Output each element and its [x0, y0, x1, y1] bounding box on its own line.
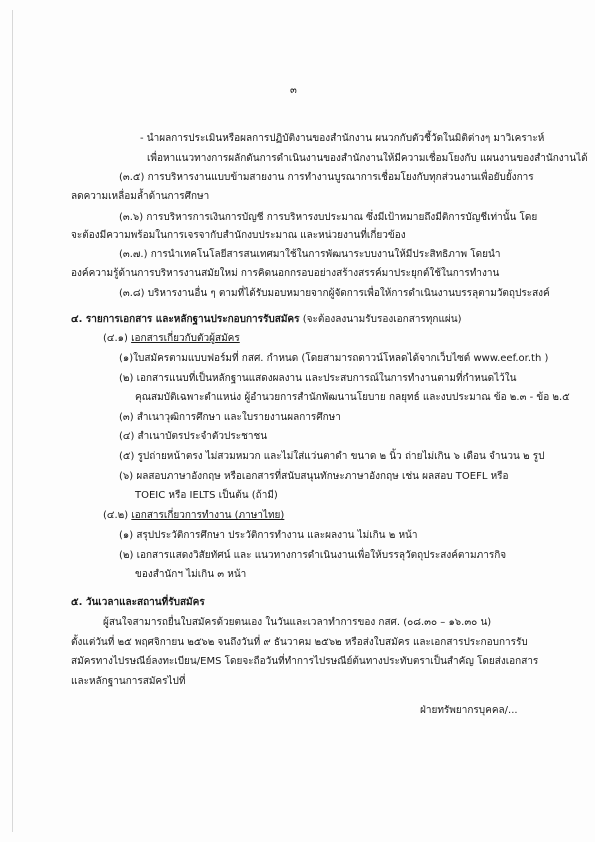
paragraph-line: และหลักฐานการสมัครไปที่: [71, 676, 186, 687]
list-item: (๓) สำเนาวุฒิการศึกษา และใบรายงานผลการศึกษา: [119, 412, 341, 423]
list-item: (๕) รูปถ่ายหน้าตรง ไม่สวมหมวก และไม่ใส่แว่นตาดำ ขนาด ๒ นิ้ว ถ่ายไม่เกิน ๖ เดือน จำนวน ๒ รูป: [119, 451, 545, 462]
section-4-line: [71, 314, 462, 326]
list-item: (๑) สรุปประวัติการศึกษา ประวัติการทำงาน และผลงาน ไม่เกิน ๒ หน้า: [119, 530, 418, 541]
list-item-continued: คุณสมบัติเฉพาะตำแหน่ง ผู้อำนวยการสำนักพัฒนานโยบาย กลยุทธ์ และงบประมาณ ข้อ ๒.๓ - ข้อ ๒.๕: [135, 392, 570, 403]
subsection-4-2: [103, 510, 284, 522]
list-item-continued: TOEIC หรือ IELTS เป็นต้น (ถ้ามี): [135, 490, 278, 501]
subsection-title: เอกสารเกี่ยวการทำงาน (ภาษาไทย): [131, 510, 285, 521]
section-4-heading: ๔. รายการเอกสาร และหลักฐานประกอบการรับสมัคร: [71, 314, 300, 325]
section-4-note: (จะต้องลงนามรับรองเอกสารทุกแผ่น): [302, 314, 462, 325]
list-item-continued: ของสำนักฯ ไม่เกิน ๓ หน้า: [135, 569, 247, 580]
continuation-note: ฝ่ายทรัพยากรบุคคล/...: [420, 705, 518, 716]
subsection-4-1: [103, 333, 240, 345]
text-line: (๓.๗.) การนำเทคโนโลยีสารสนเทศมาใช้ในการพัฒนาระบบงานให้มีประสิทธิภาพ โดยนำ: [119, 249, 501, 260]
subsection-title: เอกสารเกี่ยวกับตัวผู้สมัคร: [131, 333, 240, 344]
paragraph-line: ตั้งแต่วันที่ ๒๕ พฤศจิกายน ๒๕๖๒ จนถึงวันที่ ๙ ธันวาคม ๒๕๖๒ หรือส่งใบสมัคร และเอกสารประกอบการรับ: [71, 637, 528, 648]
subsection-number: (๔.๑): [103, 333, 128, 344]
text-line: ลดความเหลื่อมล้ำด้านการศึกษา: [71, 191, 210, 202]
list-item: (๑)ใบสมัครตามแบบฟอร์มที่ กสศ. กำหนด (โดยสามารถดาวน์โหลดได้จากเว็บไซต์ www.eef.or.th ): [119, 353, 549, 364]
text-line: เพื่อหาแนวทางการผลักดันการดำเนินงานของสำนักงานให้มีความเชื่อมโยงกับ แผนงานของสำนักงานได้: [147, 153, 588, 164]
list-item: (๔) สำเนาบัตรประจำตัวประชาชน: [119, 431, 268, 442]
page-number: ๓: [290, 85, 297, 96]
text-line: (๓.๘) บริหารงานอื่น ๆ ตามที่ได้รับมอบหมายจากผู้จัดการเพื่อให้การดำเนินงานบรรลุตามวัตถุประสงค์: [119, 288, 550, 299]
section-5-heading: ๕. วันเวลาและสถานที่รับสมัคร: [71, 597, 205, 608]
scan-edge-line: [12, 10, 13, 832]
paragraph-line: สมัครทางไปรษณีย์ลงทะเบียน/EMS โดยจะถือวันที่ทำการไปรษณีย์ต้นทางประทับตราเป็นสำคัญ โดยส่งเอกสาร: [71, 656, 539, 667]
text-line: จะต้องมีความพร้อมในการเจรจากับสำนักงบประมาณ และหน่วยงานที่เกี่ยวข้อง: [71, 230, 406, 241]
list-item: (๒) เอกสารแนบที่เป็นหลักฐานแสดงผลงาน และประสบการณ์ในการทำงานตามที่กำหนดไว้ใน: [119, 373, 517, 384]
text-line: - นำผลการประเมินหรือผลการปฏิบัติงานของสำนักงาน ผนวกกับตัวชี้วัดในมิติต่างๆ มาวิเคราะห์: [140, 133, 545, 144]
text-line: องค์ความรู้ด้านการบริหารงานสมัยใหม่ การคิดนอกกรอบอย่างสร้างสรรค์มาประยุกต์ใช้ในการทำงาน: [71, 268, 500, 279]
paragraph-line: ผู้สนใจสามารถยื่นใบสมัครด้วยตนเอง ในวันและเวลาทำการของ กสศ. (๐๘.๓๐ – ๑๖.๓๐ น): [103, 617, 492, 628]
list-item: (๖) ผลสอบภาษาอังกฤษ หรือเอกสารที่สนับสนุนทักษะภาษาอังกฤษ เช่น ผลสอบ TOEFL หรือ: [119, 471, 509, 482]
list-item: (๒) เอกสารแสดงวิสัยทัศน์ และ แนวทางการดำเนินงานเพื่อให้บรรลุวัตถุประสงค์ตามภารกิจ: [119, 550, 507, 561]
subsection-number: (๔.๒): [103, 510, 129, 521]
text-line: (๓.๖) การบริหารการเงินการบัญชี การบริหารงบประมาณ ซึ่งมีเป้าหมายถึงมีติการบัญชีเท่านั้น โดย: [119, 212, 538, 223]
text-line: (๓.๕) การบริหารงานแบบข้ามสายงาน การทำงานบูรณาการเชื่อมโยงกับทุกส่วนงานเพื่อยับยั้งการ: [119, 172, 534, 183]
